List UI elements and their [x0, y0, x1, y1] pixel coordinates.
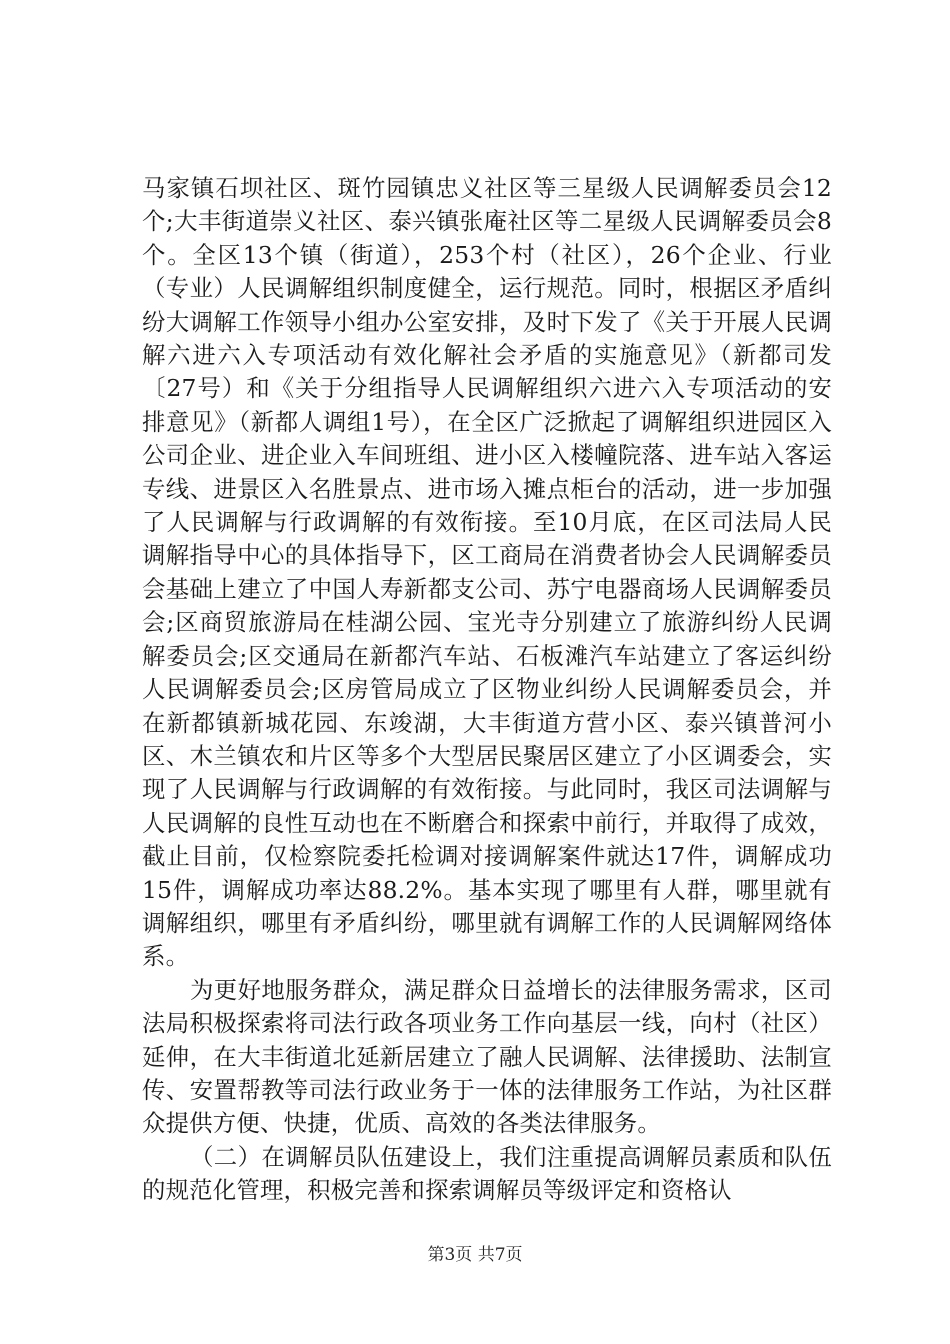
page-footer: 第3页 共7页: [427, 1245, 523, 1265]
paragraph-mediator-team: （二）在调解员队伍建设上，我们注重提高调解员素质和队伍的规范化管理，积极完善和探索调解员等级评定和资格认: [142, 1142, 832, 1205]
document-body: [142, 172, 832, 1208]
paragraph-legal-service-station: 为更好地服务群众，满足群众日益增长的法律服务需求，区司法局积极探索将司法行政各项业务工作向基层一线，向村（社区）延伸，在大丰街道北延新居建立了融人民调解、法律援助、法制宣传、安置帮教等司法行政业务于一体的法律服务工作站，为社区群众提供方便、快捷，优质、高效的各类法律服务。: [142, 975, 832, 1138]
paragraph-continuation: 马家镇石坝社区、斑竹园镇忠义社区等三星级人民调解委员会12个;大丰街道崇义社区、泰兴镇张庵社区等二星级人民调解委员会8个。全区13个镇（街道），253个村（社区），26个企业、行业（专业）人民调解组织制度健全，运行规范。同时，根据区矛盾纠纷大调解工作领导小组办公室安排，及时下发了《关于开展人民调解六进六入专项活动有效化解社会矛盾的实施意见》（新都司发〔27号）和《关于分组指导人民调解组织六进六入专项活动的安排意见》（新都人调组1号），在全区广泛掀起了调解组织进园区入公司企业、进企业入车间班组、进小区入楼幢院落、进车站入客运专线、进景区入名胜景点、进市场入摊点柜台的活动，进一步加强了人民调解与行政调解的有效衔接。至10月底，在区司法局人民调解指导中心的具体指导下，区工商局在消费者协会人民调解委员会基础上建立了中国人寿新都支公司、苏宁电器商场人民调解委员会;区商贸旅游局在桂湖公园、宝光寺分别建立了旅游纠纷人民调解委员会;区交通局在新都汽车站、石板滩汽车站建立了客运纠纷人民调解委员会;区房管局成立了区物业纠纷人民调解委员会，并在新都镇新城花园、东竣湖，大丰街道方营小区、泰兴镇普河小区、木兰镇农和片区等多个大型居民聚居区建立了小区调委会，实现了人民调解与行政调解的有效衔接。与此同时，我区司法调解与人民调解的良性互动也在不断磨合和探索中前行，并取得了成效，截止目前，仅检察院委托检调对接调解案件就达17件，调解成功15件，调解成功率达88.2%。基本实现了哪里有人群，哪里就有调解组织，哪里有矛盾纠纷，哪里就有调解工作的人民调解网络体系。: [142, 174, 832, 971]
